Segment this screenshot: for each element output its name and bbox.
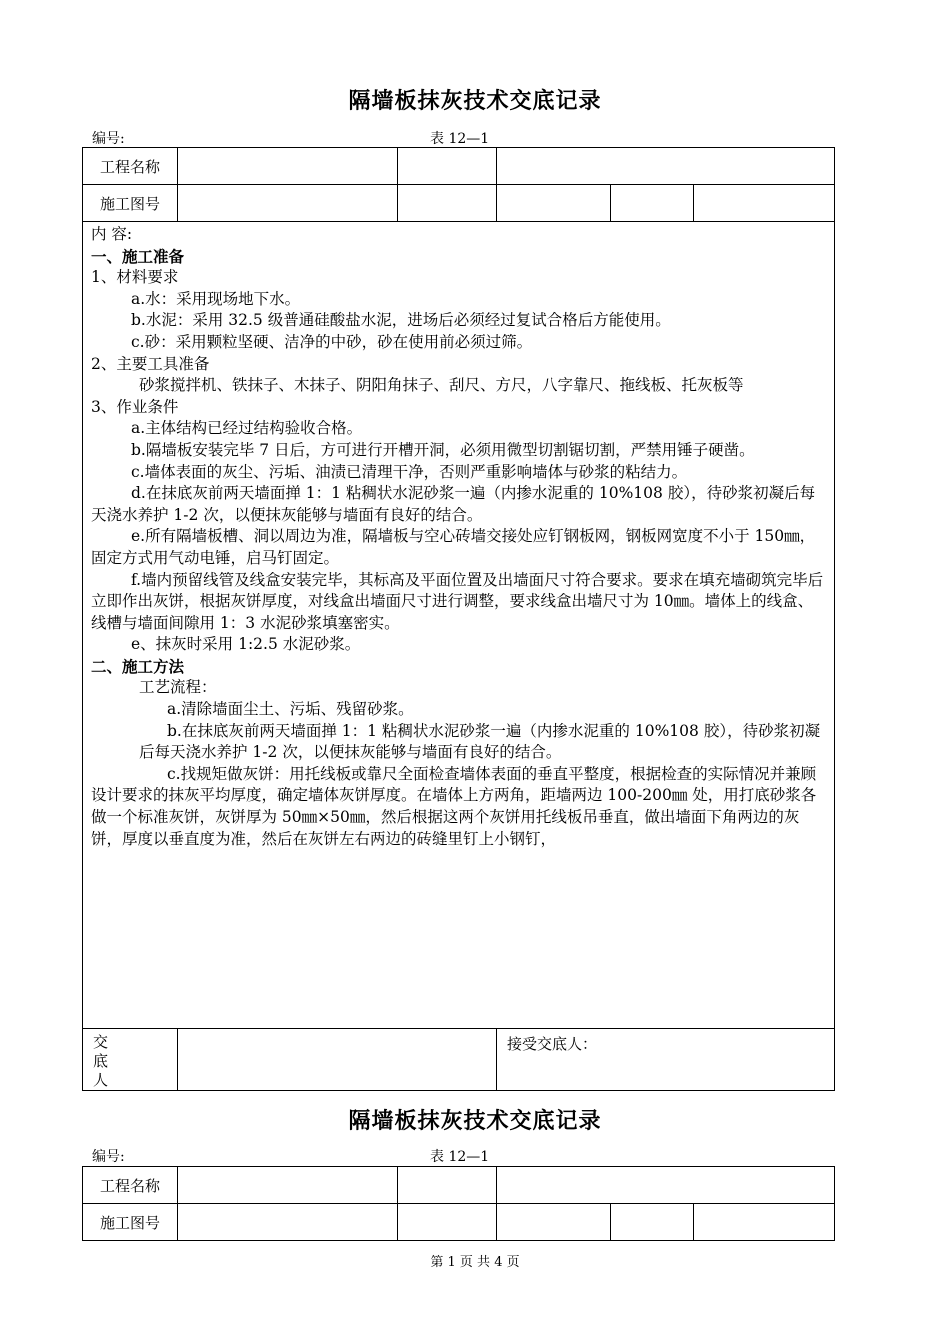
- page-footer: 第 1 页 共 4 页: [430, 1255, 520, 1270]
- drawing-no-row: [83, 185, 835, 222]
- project-name-label: 工程名称: [83, 148, 178, 185]
- drawing-no-value[interactable]: [178, 185, 398, 222]
- project-name-extra[interactable]: [398, 148, 497, 185]
- receiver-cell[interactable]: [497, 1029, 835, 1091]
- condition-b: b.隔墙板安装完毕 7 日后，方可进行开槽开洞，必须用微型切割锯切割，严禁用锤子硬凿。: [131, 440, 755, 459]
- method-c: c.找规矩做灰饼：用托线板或靠尺全面检查墙体表面的垂直平整度，根据检查的实际情况并兼顾设计要求的抹灰平均厚度，确定墙体灰饼厚度。在墙体上方两角，距墙两边 100-200㎜ 处，用打底砂浆各做一个标准灰饼，灰饼厚为 50㎜×50㎜，然后根据这两个灰饼用托线板吊垂直，做出墙面下角两边的灰饼，厚度以垂直度为准，然后在灰饼左右两边的砖缝里钉上小钢钉，: [91, 764, 817, 848]
- handover-person-value[interactable]: [178, 1029, 497, 1091]
- drawing-no-extra-2b[interactable]: [497, 1204, 611, 1241]
- tools-list: 砂浆搅拌机、铁抹子、木抹子、阴阳角抹子、刮尺、方尺，八字靠尺、拖线板、托灰板等: [139, 376, 744, 395]
- drawing-no-extra-1b[interactable]: [398, 1204, 497, 1241]
- drawing-no-extra-1[interactable]: [398, 185, 497, 222]
- content-cell: [83, 222, 835, 1029]
- project-name-value-2[interactable]: [178, 1167, 398, 1204]
- handover-person-label: 交底人: [83, 1029, 178, 1091]
- condition-f: f.墙内预留线管及线盒安装完毕，其标高及平面位置及出墙面尺寸符合要求。要求在填充墙砌筑完毕后立即作出灰饼，根据灰饼厚度，对线盒出墙面尺寸进行调整，要求线盒出墙尺寸为 10㎜。墙体上的线盒、线槽与墙面间隙用 1：3 水泥砂浆填塞密实。: [91, 570, 824, 632]
- table-code: 表 12—1: [430, 131, 490, 147]
- project-name-extra-2b[interactable]: [398, 1167, 497, 1204]
- content-row: [83, 222, 835, 1029]
- method-a: a.清除墙面尘土、污垢、残留砂浆。: [167, 700, 414, 719]
- table-code-2: 表 12—1: [430, 1149, 490, 1165]
- section-2-title: 二、施工方法: [91, 656, 185, 676]
- tools-heading: 2、主要工具准备: [91, 354, 210, 373]
- number-label: 编号:: [92, 131, 125, 147]
- condition-d: d.在抹底灰前两天墙面掸 1：1 粘稠状水泥砂浆一遍（内掺水泥重的 10%108 胶），待砂浆初凝后每天浇水养护 1-2 次，以便抹灰能够与墙面有良好的结合。: [91, 484, 816, 524]
- material-cement: b.水泥：采用 32.5 级普通硅酸盐水泥，进场后必须经过复试合格后方能使用。: [131, 311, 671, 330]
- drawing-no-row-2: [83, 1204, 835, 1241]
- condition-a: a.主体结构已经过结构验收合格。: [131, 419, 363, 438]
- project-name-extra-2c[interactable]: [497, 1167, 835, 1204]
- drawing-no-label: 施工图号: [83, 185, 178, 222]
- number-label-2: 编号:: [92, 1149, 125, 1165]
- handover-form-table: [82, 147, 835, 1091]
- handover-form-table-2: [82, 1166, 835, 1241]
- section-1-title: 一、施工准备: [91, 246, 185, 266]
- condition-e: e.所有隔墙板槽、洞以周边为准，隔墙板与空心砖墙交接处应钉钢板网，钢板网宽度不小于 150㎜，固定方式用气动电锤，启马钉固定。: [91, 527, 816, 567]
- drawing-no-extra-4[interactable]: [694, 185, 835, 222]
- conditions-heading: 3、作业条件: [91, 397, 179, 416]
- content-body: [91, 224, 826, 850]
- drawing-no-label-2: 施工图号: [83, 1204, 178, 1241]
- drawing-no-extra-4b[interactable]: [694, 1204, 835, 1241]
- material-sand: c.砂：采用颗粒坚硬、洁净的中砂，砂在使用前必须过筛。: [131, 332, 533, 351]
- project-name-label-2: 工程名称: [83, 1167, 178, 1204]
- content-label: 内 容:: [91, 225, 133, 243]
- document-title-2: 隔墙板抹灰技术交底记录: [348, 1108, 602, 1134]
- project-name-value[interactable]: [178, 148, 398, 185]
- signature-row: [83, 1029, 835, 1091]
- drawing-no-extra-2[interactable]: [497, 185, 611, 222]
- material-water: a.水：采用现场地下水。: [131, 289, 301, 308]
- drawing-no-value-2[interactable]: [178, 1204, 398, 1241]
- project-name-row-2: [83, 1167, 835, 1204]
- method-b: b.在抹底灰前两天墙面掸 1：1 粘稠状水泥砂浆一遍（内掺水泥重的 10%108 胶），待砂浆初凝后每天浇水养护 1-2 次，以便抹灰能够与墙面有良好的结合。: [139, 721, 821, 762]
- condition-e-mortar: e、抹灰时采用 1:2.5 水泥砂浆。: [131, 635, 361, 654]
- drawing-no-extra-3[interactable]: [611, 185, 694, 222]
- receiver-label: 接受交底人：: [507, 1035, 598, 1053]
- process-flow-label: 工艺流程：: [139, 678, 217, 697]
- project-name-extra-2[interactable]: [497, 148, 835, 185]
- project-name-row: [83, 148, 835, 185]
- document-title: 隔墙板抹灰技术交底记录: [348, 88, 602, 114]
- condition-c: c.墙体表面的灰尘、污垢、油渍已清理干净，否则严重影响墙体与砂浆的粘结力。: [131, 462, 688, 481]
- material-requirements: 1、材料要求: [91, 268, 179, 287]
- drawing-no-extra-3b[interactable]: [611, 1204, 694, 1241]
